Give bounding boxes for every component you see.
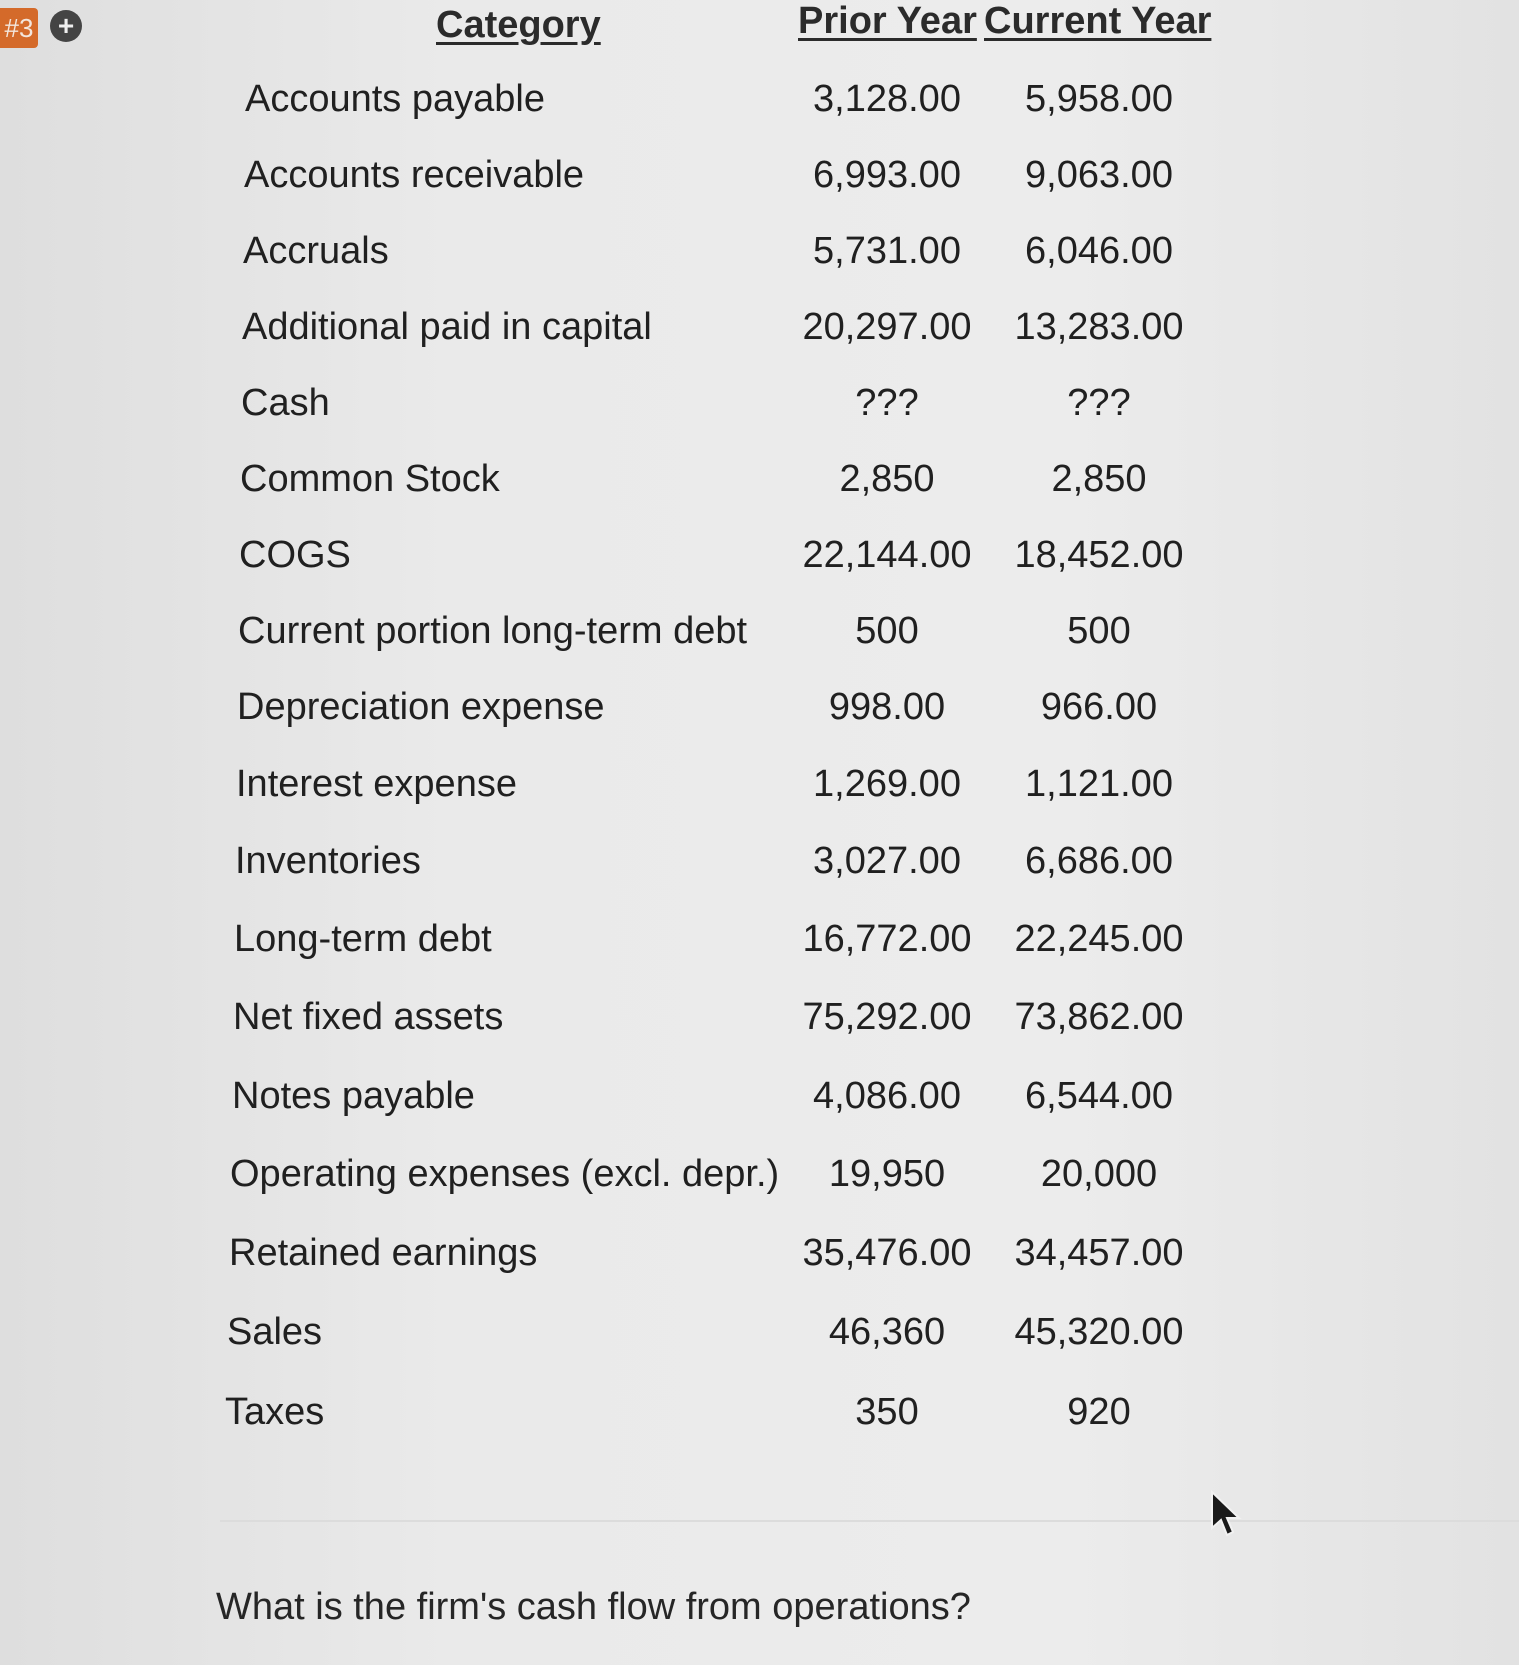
row-category: Sales — [227, 1311, 323, 1353]
row-category: Accruals — [243, 230, 389, 272]
row-category: COGS — [239, 534, 351, 576]
row-category: Inventories — [235, 840, 421, 882]
row-current-value: 13,283.00 — [1014, 306, 1184, 348]
row-current-value: 9,063.00 — [1025, 154, 1173, 196]
row-category: Interest expense — [236, 763, 517, 805]
row-prior-value: 35,476.00 — [802, 1232, 972, 1274]
row-category: Depreciation expense — [237, 686, 605, 728]
table-row — [0, 840, 1400, 900]
row-prior-value: 22,144.00 — [802, 534, 972, 576]
row-current-value: 6,544.00 — [1025, 1075, 1173, 1117]
row-prior-value: 19,950 — [828, 1153, 946, 1195]
row-current-value: 22,245.00 — [1014, 918, 1184, 960]
row-prior-value: 998.00 — [828, 686, 946, 728]
row-current-value: 5,958.00 — [1025, 78, 1173, 120]
question-text: What is the firm's cash flow from operations? — [216, 1586, 971, 1628]
row-category: Taxes — [225, 1391, 325, 1433]
row-prior-value: 350 — [855, 1391, 919, 1433]
table-row — [0, 763, 1400, 823]
row-category: Net fixed assets — [233, 996, 504, 1038]
table-row — [0, 1391, 1400, 1451]
row-prior-value: 1,269.00 — [813, 763, 961, 805]
table-row — [0, 382, 1400, 442]
row-category: Cash — [241, 382, 330, 424]
row-category: Operating expenses (excl. depr.) — [230, 1153, 780, 1195]
row-current-value: 73,862.00 — [1014, 996, 1184, 1038]
mouse-pointer-icon — [1210, 1490, 1244, 1538]
plus-circle-icon[interactable]: + — [50, 10, 82, 42]
row-prior-value: 20,297.00 — [802, 306, 972, 348]
table-row — [0, 458, 1400, 518]
header-prior-year: Prior Year — [798, 0, 977, 42]
table-row — [0, 1153, 1400, 1213]
row-category: Retained earnings — [229, 1232, 538, 1274]
table-row — [0, 306, 1400, 366]
row-prior-value: 5,731.00 — [813, 230, 961, 272]
row-category: Current portion long-term debt — [238, 610, 748, 652]
table-row — [0, 996, 1400, 1056]
row-current-value: 2,850 — [1051, 458, 1147, 500]
row-prior-value: 4,086.00 — [813, 1075, 961, 1117]
row-current-value: 6,686.00 — [1025, 840, 1173, 882]
table-row — [0, 78, 1400, 138]
row-prior-value: 6,993.00 — [813, 154, 961, 196]
row-prior-value: ??? — [855, 382, 919, 424]
row-prior-value: 16,772.00 — [802, 918, 972, 960]
row-current-value: ??? — [1067, 382, 1131, 424]
table-row — [0, 534, 1400, 594]
row-current-value: 920 — [1067, 1391, 1131, 1433]
row-prior-value: 3,128.00 — [813, 78, 961, 120]
question-number-badge: #3 — [0, 8, 38, 48]
row-category: Additional paid in capital — [242, 306, 652, 348]
row-category: Long-term debt — [234, 918, 492, 960]
row-current-value: 34,457.00 — [1014, 1232, 1184, 1274]
header-category: Category — [436, 4, 601, 46]
row-current-value: 500 — [1067, 610, 1131, 652]
row-category: Accounts payable — [245, 78, 545, 120]
table-row — [0, 610, 1400, 670]
row-current-value: 966.00 — [1040, 686, 1158, 728]
table-row — [0, 154, 1400, 214]
table-row — [0, 686, 1400, 746]
section-divider — [220, 1520, 1519, 1522]
table-row — [0, 1232, 1400, 1292]
table-row — [0, 230, 1400, 290]
row-current-value: 1,121.00 — [1025, 763, 1173, 805]
row-prior-value: 500 — [855, 610, 919, 652]
row-current-value: 45,320.00 — [1014, 1311, 1184, 1353]
header-current-year: Current Year — [984, 0, 1212, 42]
table-row — [0, 1075, 1400, 1135]
row-category: Accounts receivable — [244, 154, 585, 196]
row-current-value: 18,452.00 — [1014, 534, 1184, 576]
row-current-value: 20,000 — [1040, 1153, 1158, 1195]
row-current-value: 6,046.00 — [1025, 230, 1173, 272]
row-category: Common Stock — [240, 458, 500, 500]
table-row — [0, 1311, 1400, 1371]
row-prior-value: 2,850 — [839, 458, 935, 500]
row-category: Notes payable — [232, 1075, 475, 1117]
row-prior-value: 46,360 — [828, 1311, 946, 1353]
table-row — [0, 918, 1400, 978]
row-prior-value: 75,292.00 — [802, 996, 972, 1038]
row-prior-value: 3,027.00 — [813, 840, 961, 882]
